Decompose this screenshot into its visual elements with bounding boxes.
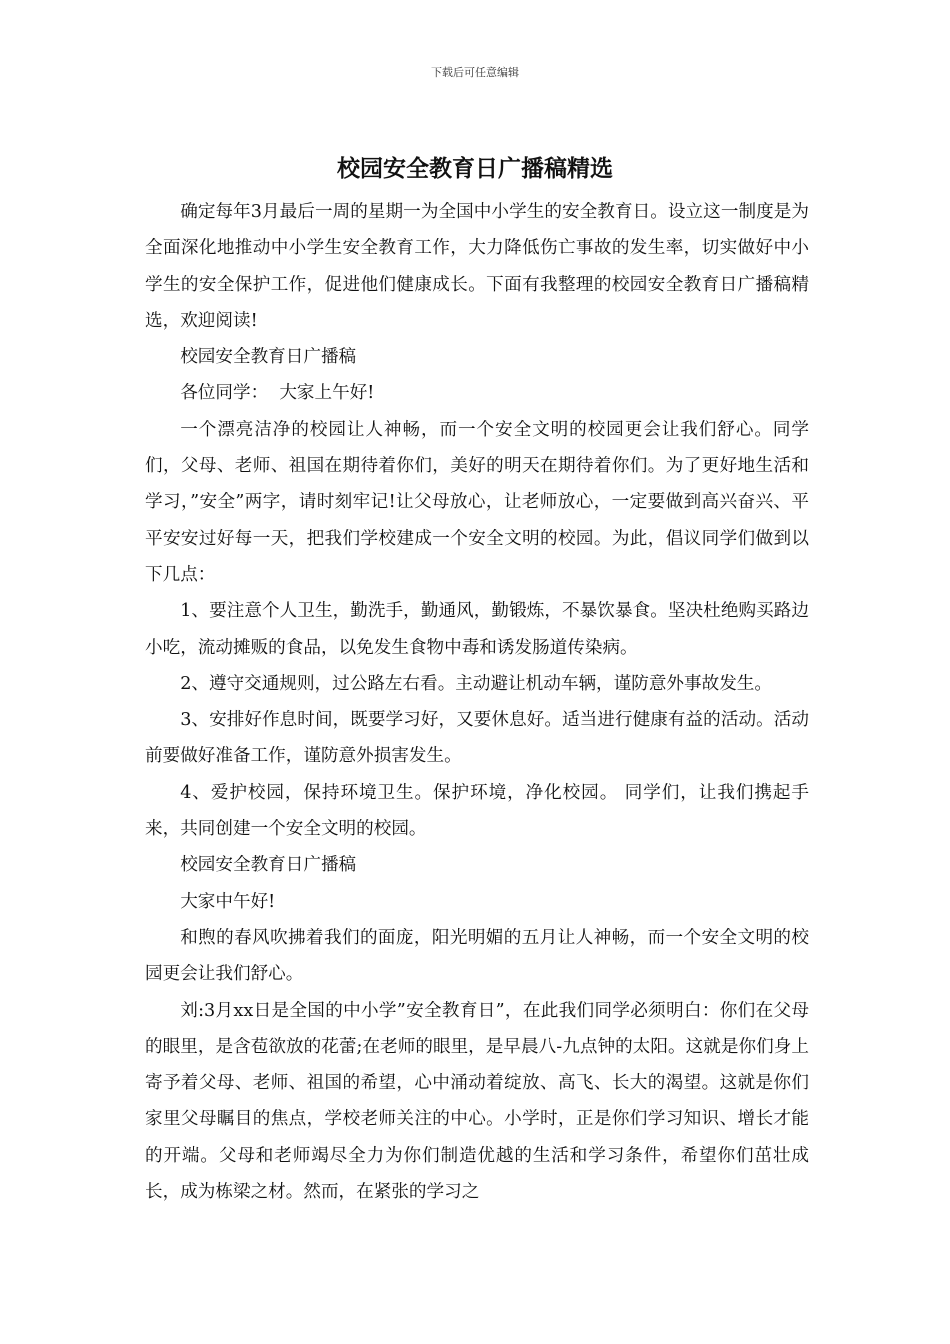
document-body — [145, 194, 809, 1210]
greeting-1: 各位同学： 大家上午好! — [180, 383, 375, 404]
paragraph-intro: 确定每年3月最后一周的星期一为全国中小学生的安全教育日。设立这一制度是为全面深化地推动中小学生安全教育工作，大力降低伤亡事故的发生率，切实做好中小学生的安全保护工作，促进他们健康成长。下面有我整理的校园安全教育日广播稿精选，欢迎阅读! — [145, 202, 809, 331]
greeting-2: 大家中午好! — [180, 891, 276, 912]
section-heading-2: 校园安全教育日广播稿 — [180, 855, 357, 876]
list-item: 4、爱护校园，保持环境卫生。保护环境，净化校园。 同学们，让我们携起手来，共同创建一个安全文明的校园。 — [145, 782, 809, 840]
list-item: 3、安排好作息时间，既要学习好，又要休息好。适当进行健康有益的活动。活动前要做好准备工作，谨防意外损害发生。 — [145, 710, 809, 767]
paragraph: 刘:3月xx日是全国的中小学”安全教育日”，在此我们同学必须明白：你们在父母的眼里，是含苞欲放的花蕾;在老师的眼里，是早晨八-九点钟的太阳。这就是你们身上寄予着父母、老师、祖国的希望，心中涌动着绽放、高飞、长大的渴望。这就是你们家里父母瞩目的焦点，学校老师关注的中心。小学时，正是你们学习知识、增长才能的开端。父母和老师竭尽全力为你们制造优越的生活和学习条件，希望你们茁壮成长，成为栋梁之材。然而，在紧张的学习之 — [145, 1000, 809, 1203]
paragraph: 一个漂亮洁净的校园让人神畅，而一个安全文明的校园更会让我们舒心。同学们，父母、老师、祖国在期待着你们，美好的明天在期待着你们。为了更好地生活和学习，”安全”两字，请时刻牢记!让父母放心，让老师放心，一定要做到高兴奋兴、平平安安过好每一天，把我们学校建成一个安全文明的校园。为此，倡议同学们做到以下几点： — [145, 419, 809, 585]
header-note: 下载后可任意编辑 — [431, 66, 519, 79]
section-heading-1: 校园安全教育日广播稿 — [180, 347, 357, 368]
list-item: 2、遵守交通规则，过公路左右看。主动避让机动车辆，谨防意外事故发生。 — [180, 673, 772, 694]
list-item: 1、要注意个人卫生，勤洗手，勤通风，勤锻炼，不暴饮暴食。坚决杜绝购买路边小吃，流动摊贩的食品，以免发生食物中毒和诱发肠道传染病。 — [145, 601, 809, 658]
document-title: 校园安全教育日广播稿精选 — [337, 155, 613, 182]
paragraph: 和煦的春风吹拂着我们的面庞，阳光明媚的五月让人神畅，而一个安全文明的校园更会让我们舒心。 — [145, 927, 809, 985]
